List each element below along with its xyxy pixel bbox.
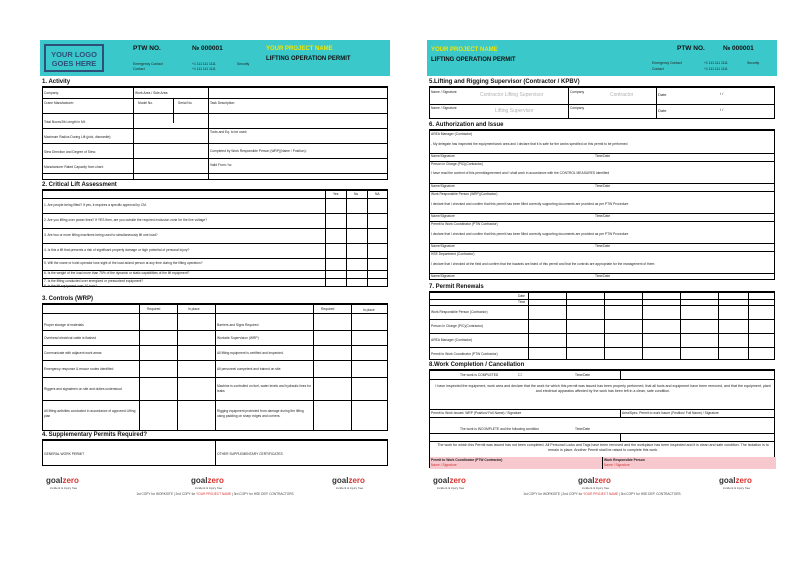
- ptw-label: PTW NO.: [133, 45, 161, 52]
- other-certs-label: OTHER SUPPLEMENTARY CERTIFICATES: [217, 452, 283, 456]
- critical-lift-table: [42, 190, 388, 287]
- section-renewals: 7. Permit Renewals: [429, 284, 775, 292]
- in-place-header: In place: [188, 307, 200, 311]
- completion-statement: I have inspected the equipment, work area and declare that the work for which this permit was issued has been properly performed, that all tools and equipment have been removed, and that the equipment, plant and electrical apparatus affected by the work has been left in a clean, safe condition.: [435, 384, 771, 393]
- date-field[interactable]: / /: [720, 107, 724, 112]
- project-name: YOUR PROJECT NAME: [266, 46, 333, 52]
- authorization-table: [429, 130, 775, 280]
- goalzero-logo: goalzero: [719, 476, 752, 485]
- model-label: Model No.: [138, 101, 154, 105]
- supplementary-table: [42, 440, 388, 466]
- section-lifting-supervisor: 5.Lifting and Rigging Supervisor (Contractor / KPBV): [429, 79, 775, 87]
- emergency-label: Emergency Contact: [652, 61, 682, 65]
- question: 8. Is the lift equipment over 10 tons?: [44, 284, 98, 288]
- date-label: Date: [658, 92, 667, 97]
- time-date-label: Time/Date: [595, 184, 611, 188]
- goalzero-logo: goalzero: [191, 476, 224, 485]
- wrp-signature-label: Permit to Work Issued: WRP (Position/ Full Name) / Signature: [431, 411, 522, 415]
- auth-statement: I declare that I checked at the field and confirm that the hazards are listed of this permit and that the controls are appropriate for the management of them: [431, 262, 655, 266]
- area-signature-label: Area/Spec. Permit to work Issuer (Position/ Full Name) / Signature: [622, 411, 719, 415]
- question: 5. Will the crane or hoist operator lose sight of the load at/and person at any time during the lifting operation?: [44, 261, 203, 265]
- contact-label: Contact: [652, 67, 664, 71]
- name-signature-label: Name/Signature: [431, 184, 455, 188]
- goalzero-tagline: incident & injury free: [50, 486, 78, 490]
- company-label: Company: [570, 106, 585, 110]
- goalzero-tagline: incident & injury free: [582, 486, 610, 490]
- auth-role: Permit to Work Coordinator (PTW Contractor): [431, 222, 498, 226]
- auth-statement: I declare that I checked and confirm that this permit has been filled correctly supporting documents are provided as per PTW Procedure: [431, 232, 629, 236]
- section-supplementary: 4. Supplementary Permits Required?: [42, 432, 388, 440]
- security-label: Security: [237, 62, 250, 66]
- name-signature-field[interactable]: Name / Signature: [604, 463, 630, 467]
- goalzero-logo: goalzero: [578, 476, 611, 485]
- date-label: Date: [658, 108, 667, 113]
- section-critical-lift: 2. Critical Lift Assessment: [42, 182, 388, 190]
- auth-statement: - My delegate has inspected the equipment/work area and I declare that it is safe for the works specified on this permit to be performed: [431, 142, 628, 146]
- time-date-label: Time/Date: [595, 214, 611, 218]
- yes-header: Yes: [333, 192, 339, 196]
- time-header: Time: [518, 300, 526, 304]
- renewals-table: [429, 292, 775, 360]
- section-completion: 8.Work Completion / Cancellation: [429, 362, 775, 370]
- valid-label: Valid From / to:: [210, 163, 233, 167]
- control-item: Overhead electrical cable is flashed: [44, 336, 97, 340]
- time-date-label: Time/Date: [595, 154, 611, 158]
- incomplete-statement: The work for which this Permit was issued has not been completed. All Personal Locks and Tags have been removed and the workplace has been inspected and it is clean and safe condition. The Isolation is to remain in place. Another Permit shall be raised to complete this work.: [437, 443, 769, 452]
- goalzero-tagline: incident & injury free: [723, 486, 751, 490]
- logo: YOUR LOGO GOES HERE: [44, 44, 104, 72]
- control-item: All lifting activities conducted in accordance of approved Lifting plan: [44, 409, 136, 418]
- control-item: Worksite Supervision (WRP): [217, 336, 259, 340]
- header-bar: [427, 40, 777, 76]
- renewal-role: Work Responsible Person (Contractor): [431, 310, 488, 314]
- phone-2: +1 111 111 1111: [192, 67, 216, 71]
- question: 1. Are people being lifted? If yes, it requires a specific approval by CM.: [44, 203, 147, 207]
- date-field[interactable]: / /: [720, 91, 724, 96]
- question: 4. Is this a lift that presents a risk of significant property damage or high potential of personal injury?: [44, 248, 190, 252]
- in-place-header: In place: [363, 308, 375, 312]
- auth-statement: I declare that I checked and confirm that this permit has been filled correctly supporting documents are provided as per PTW Procedure: [431, 202, 629, 206]
- question: 2. Are you lifting over power lines? If YES then, are you outside the required exclusion zone for the line voltage?: [44, 218, 208, 222]
- checkbox-icon[interactable]: ☐: [518, 372, 522, 377]
- question: 3. Are two or more lifting machines being used to simultaneously lift one load?: [44, 233, 158, 237]
- renewal-role: Person In Charge (PIC)(Contractor): [431, 324, 484, 328]
- required-header: Required: [147, 307, 161, 311]
- permit-title: LIFTING OPERATION PERMIT: [266, 56, 351, 62]
- ptw-number: № 000001: [192, 45, 223, 52]
- phone-1: +1 111 111 1111: [704, 61, 728, 65]
- date-header: Date: [518, 294, 525, 298]
- slew-label: Slew Direction and Degree of Slew:: [44, 150, 96, 154]
- radius-label: Maximum Radius During Lift (pick, dismantle):: [44, 135, 112, 139]
- phone-2: +1 111 111 1111: [704, 67, 728, 71]
- wrp-label: Work Responsible Person: [604, 458, 645, 462]
- name-signature-label: Name / Signature: [431, 90, 457, 94]
- supervisor-table: [429, 87, 775, 119]
- lifting-supervisor-name[interactable]: Contractor Lifting Supervisor: [480, 92, 544, 98]
- na-header: NA: [375, 192, 380, 196]
- name-signature-label: Name/Signature: [431, 244, 455, 248]
- goalzero-tagline: incident & injury free: [195, 486, 223, 490]
- control-item: Rigging equipment protected from damage during the lifting using padding on sharp edges and corners.: [217, 409, 304, 418]
- name-signature-label: Name / Signature: [431, 106, 457, 110]
- time-date-label: Time/Date: [575, 427, 591, 431]
- section-controls: 3. Controls (WRP): [42, 296, 388, 304]
- control-item: Communicate with adjacent work areas: [44, 351, 102, 355]
- required-header: Required: [321, 307, 335, 311]
- no-header: No: [354, 192, 359, 196]
- emergency-label: Emergency Contact: [133, 62, 163, 66]
- renewal-role: AREA Manager (Contractor): [431, 338, 473, 342]
- boom-label: Total Boom/Jib Length in Mt:: [44, 120, 86, 124]
- time-date-label: Time/Date: [595, 244, 611, 248]
- serial-label: Serial No.: [178, 101, 193, 105]
- completed-label: Completed by Work Responsible Person (WRP)(Name / Position):: [210, 149, 307, 153]
- company-label: Company:: [44, 91, 60, 95]
- security-label: Security: [747, 61, 760, 65]
- tools-label: Tools and Eq. to be used:: [210, 130, 248, 134]
- name-signature-label: Name/Signature: [431, 154, 455, 158]
- footer: [427, 470, 777, 502]
- auth-role: AREA Manager (Contractor): [431, 132, 473, 136]
- ptw-number: № 000001: [723, 45, 754, 52]
- name-signature-label: Name/Signature: [431, 274, 455, 278]
- auth-role: HSE Department (Contractor): [431, 252, 475, 256]
- work-incomplete-checkbox[interactable]: The work is INCOMPLETE and the following condition: [460, 427, 539, 431]
- contractor-value[interactable]: Contractor: [610, 92, 634, 98]
- ptw-label: PTW NO.: [677, 45, 705, 52]
- control-item: Riggers and signalmen on site and duties understood: [44, 387, 122, 391]
- control-item: Emergency response & rescue routes identified: [44, 367, 114, 371]
- phone-1: +1 111 111 1111: [192, 62, 216, 66]
- goalzero-tagline: incident & injury free: [336, 486, 364, 490]
- permit-page-right: [427, 40, 777, 502]
- permit-title: LIFTING OPERATION PERMIT: [431, 57, 516, 63]
- controls-table: [42, 304, 388, 431]
- control-item: Proper storage of materials: [44, 323, 84, 327]
- work-area-label: Work Area / Side Area:: [135, 91, 169, 95]
- crane-label: Crane Manufacturer:: [44, 101, 75, 105]
- copy-distribution: 1st COPY for WORKSITE | 2nd COPY for YOUR PROJECT NAME | 3rd COPY for HSE DEP. CONTRACTORS: [523, 492, 681, 496]
- name-signature-field[interactable]: Name / Signature: [431, 463, 457, 467]
- footer: [40, 470, 390, 502]
- goalzero-logo: goalzero: [332, 476, 365, 485]
- contact-label: Contact: [133, 67, 145, 71]
- goalzero-logo: goalzero: [46, 476, 79, 485]
- auth-statement: I have read the content of this permit/agreement and I shall work in accordance with the CONTROL MEASURES identified: [431, 171, 610, 175]
- question: 7. Is the lifting conducted over energized or pressurized equipment?: [44, 279, 144, 283]
- renewal-role: Permit to Work Coordinator (PTW Contractor): [431, 352, 498, 356]
- ptw-coordinator-label: Permit to Work Coordinator (PTW Contractor): [431, 458, 503, 462]
- company-label: Company: [570, 90, 585, 94]
- header-bar: [40, 40, 390, 76]
- auth-role: Work Responsible Person (WRP)(Contractor): [431, 192, 498, 196]
- work-completed-checkbox[interactable]: The work is COMPLETED: [460, 373, 499, 377]
- task-label: Task Description:: [210, 101, 236, 105]
- question: 6. Is the weight of the load more than 75% of the dynamic or static capabilities of the lift equipment?: [44, 271, 190, 275]
- load-label: Manufacturer Rated Capacity from chart:: [44, 165, 104, 169]
- section-authorization: 6. Authorization and Issue: [429, 122, 775, 130]
- control-item: All personnel competent and trained on site.: [217, 367, 282, 371]
- section-activity: 1. Activity: [42, 79, 388, 87]
- control-item: All lifting equipment is certified and inspected.: [217, 351, 284, 355]
- general-permit-label: GENERAL WORK PERMIT: [44, 452, 85, 456]
- auth-role: Person in Charge (PIC)(Contractor): [431, 162, 483, 166]
- activity-table: [42, 87, 388, 180]
- goalzero-logo: goalzero: [433, 476, 466, 485]
- completion-table: [429, 370, 775, 468]
- control-item: Machine is controlled on fuel, water levels and hydraulic lines for leaks: [217, 384, 312, 393]
- control-item: Barriers and Signs Required: [217, 323, 259, 327]
- time-date-label: Time/Date: [575, 373, 591, 377]
- project-name: YOUR PROJECT NAME: [431, 47, 498, 53]
- goalzero-tagline: incident & injury free: [437, 486, 465, 490]
- name-signature-label: Name/Signature: [431, 214, 455, 218]
- permit-page-left: [40, 40, 390, 502]
- time-date-label: Time/Date: [595, 274, 611, 278]
- copy-distribution: 1st COPY for WORKSITE | 2nd COPY for YOUR PROJECT NAME | 3rd COPY for HSE DEP. CONTRACTORS: [136, 492, 294, 496]
- lifting-supervisor-name[interactable]: Lifting Supervisor: [495, 108, 534, 114]
